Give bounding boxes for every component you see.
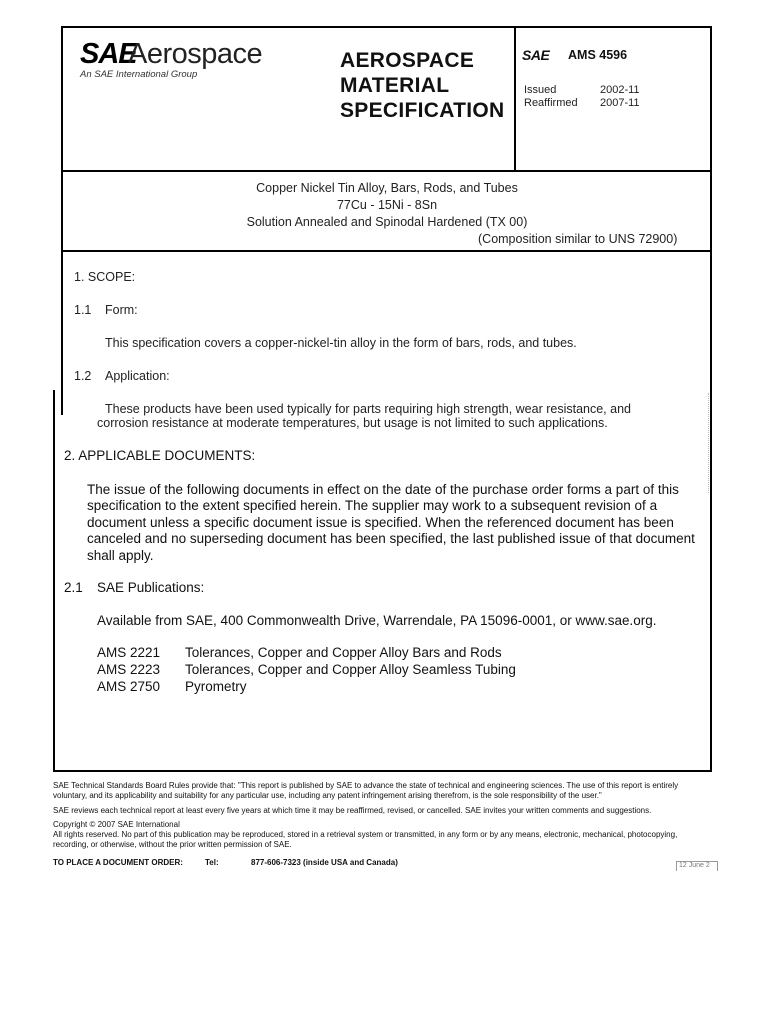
section-2-1-number: 2.1 xyxy=(64,580,83,595)
footer-review-text: SAE reviews each technical report at least every five years at which time it may be reaffirmed, revised, or cancelled. SAE invites your written comments and suggestions. xyxy=(53,806,652,815)
section-2-para-line-3: document unless a specific document issue is specified. When the referenced document has been xyxy=(87,515,674,530)
footer-rights-line-1: All rights reserved. No part of this publication may be reproduced, stored in a retrieval system or transmitted, in any form or by any means, electronic, mechanical, photocopying, xyxy=(53,830,678,839)
subject-line-2: 77Cu - 15Ni - 8Sn xyxy=(336,198,438,212)
reaffirmed-label: Reaffirmed xyxy=(524,97,578,109)
section-2-para-line-2: specification to the extent specified herein. The supplier may work to a subsequent revision of a xyxy=(87,498,658,513)
doc-code: AMS 2223 xyxy=(97,662,161,677)
section-1-1-title: Form: xyxy=(105,303,138,317)
section-1-2-number: 1.2 xyxy=(74,369,92,383)
section-2-1-title: SAE Publications: xyxy=(97,580,205,595)
title-line-2: MATERIAL xyxy=(340,74,450,97)
tel-label: Tel: xyxy=(205,858,219,867)
section-1-1-text: This specification covers a copper-nickel-tin alloy in the form of bars, rods, and tubes. xyxy=(105,336,577,350)
issued-value: 2002-11 xyxy=(600,84,640,96)
doc-code: AMS 2221 xyxy=(97,645,161,660)
subject-divider xyxy=(61,250,712,252)
scan-artifact xyxy=(708,393,713,493)
header-column-divider xyxy=(514,26,516,171)
doc-code: AMS 2750 xyxy=(97,679,161,694)
subject-line-3: Solution Annealed and Spinodal Hardened (TX 00) xyxy=(246,215,528,229)
scope-heading: 1. SCOPE: xyxy=(74,270,136,284)
section-2-para-line-4: canceled and no superseding document has been specified, the last published issue of that document xyxy=(87,531,695,546)
order-label: TO PLACE A DOCUMENT ORDER: xyxy=(53,858,183,867)
section-1-2-title: Application: xyxy=(105,369,170,383)
footer-rights-line-2: recording, or otherwise, without the prior written permission of SAE. xyxy=(53,840,292,849)
section-2-para-line-5: shall apply. xyxy=(87,548,154,563)
footer-rules-line-1: SAE Technical Standards Board Rules provide that: "This report is published by SAE to advance the state of technical and engineering sciences. The use of this report is entirely xyxy=(53,781,679,790)
sae-logo: SAE xyxy=(80,38,137,70)
ams-number: AMS 4596 xyxy=(568,48,628,62)
page-corner-stamp: 12 June 2 xyxy=(676,861,718,871)
title-line-3: SPECIFICATION xyxy=(340,99,505,122)
applicable-documents-heading: 2. APPLICABLE DOCUMENTS: xyxy=(64,448,256,463)
doc-title: Tolerances, Copper and Copper Alloy Bars and Rods xyxy=(185,645,502,660)
issued-label: Issued xyxy=(524,84,557,96)
section-1-2-text-1: These products have been used typically for parts requiring high strength, wear resistance, and xyxy=(105,402,631,416)
doc-title: Tolerances, Copper and Copper Alloy Seamless Tubing xyxy=(185,662,516,677)
subject-line-4: (Composition similar to UNS 72900) xyxy=(478,232,678,246)
header-divider xyxy=(61,170,712,172)
logo-subtitle: An SAE International Group xyxy=(80,69,198,80)
tel-value: 877-606-7323 (inside USA and Canada) xyxy=(251,858,398,867)
section-1-2-text-2: corrosion resistance at moderate temperatures, but usage is not limited to such applications. xyxy=(97,416,608,430)
aerospace-logo-text: Aerospace xyxy=(128,38,263,70)
title-line-1: AEROSPACE xyxy=(340,49,475,72)
footer-rules-line-2: voluntary, and its applicability and suitability for any particular use, including any patent infringement arising therefrom, is the sole responsibility of the user." xyxy=(53,791,602,800)
sae-mark: SAE xyxy=(522,47,550,63)
available-from-text: Available from SAE, 400 Commonwealth Drive, Warrendale, PA 15096-0001, or www.sae.org. xyxy=(97,613,657,628)
subject-line-1: Copper Nickel Tin Alloy, Bars, Rods, and Tubes xyxy=(256,181,518,195)
footer-copyright: Copyright © 2007 SAE International xyxy=(53,820,180,829)
reaffirmed-value: 2007-11 xyxy=(600,97,640,109)
doc-title: Pyrometry xyxy=(185,679,247,694)
section-1-1-number: 1.1 xyxy=(74,303,92,317)
section-2-para-line-1: The issue of the following documents in effect on the date of the purchase order forms a part of this xyxy=(87,482,679,497)
